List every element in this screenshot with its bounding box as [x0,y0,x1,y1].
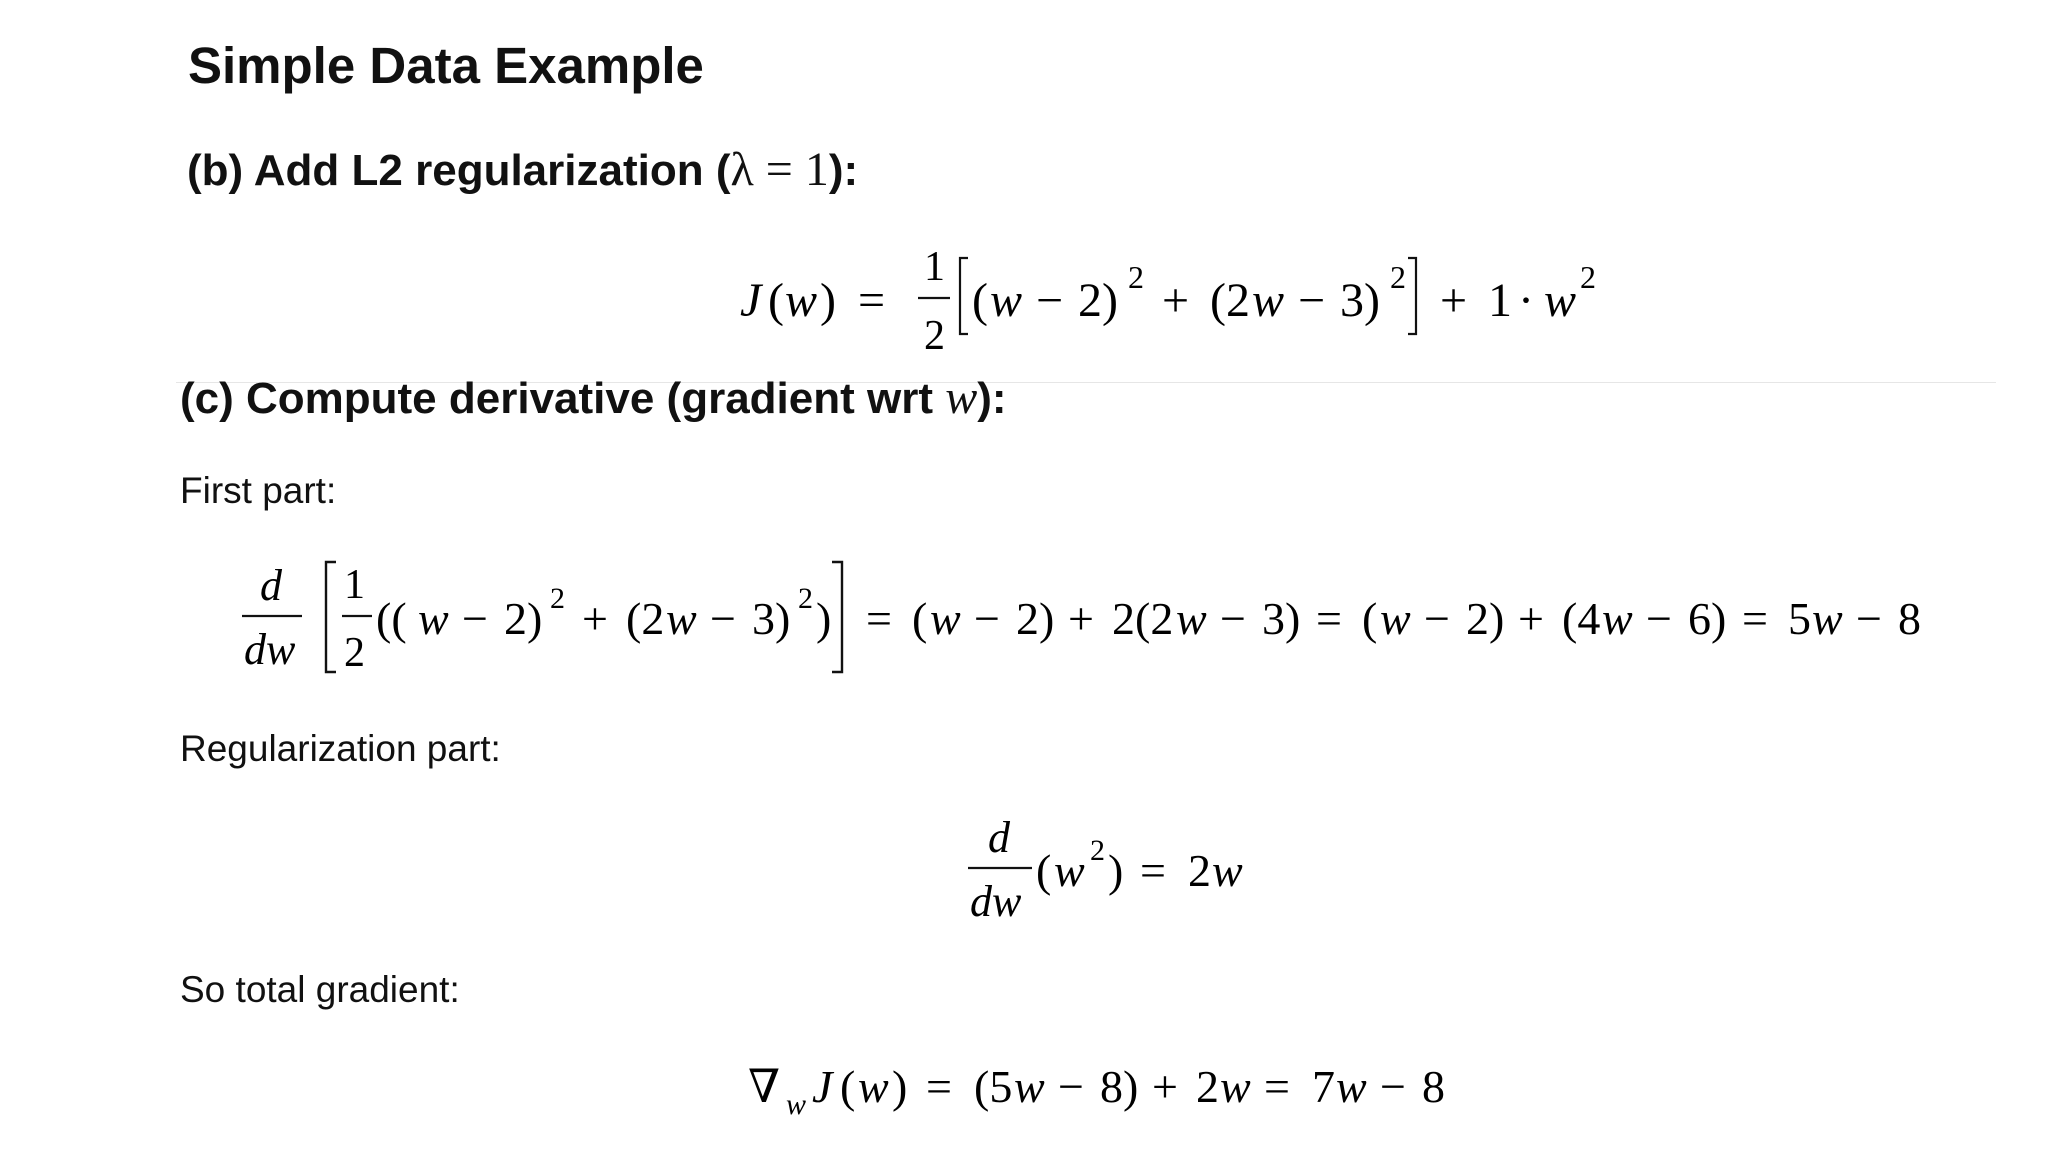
svg-text:−: − [1380,1061,1406,1112]
first-part-equation [242,548,2002,688]
svg-text:+: + [1518,593,1544,644]
svg-text:+: + [1152,1061,1178,1112]
svg-text:w: w [1252,274,1285,327]
svg-text:w: w [418,593,449,644]
svg-text:5: 5 [1788,593,1811,644]
svg-text:w: w [858,1061,889,1112]
svg-text:2: 2 [1188,845,1211,896]
svg-text:−: − [1646,593,1672,644]
total-gradient-equation [748,1050,1488,1130]
section-c-heading [180,370,1007,427]
svg-text:J: J [740,274,762,327]
svg-text:((: (( [376,593,407,644]
svg-text:8: 8 [1422,1061,1445,1112]
svg-text:−: − [1856,593,1882,644]
svg-text:w: w [1014,1061,1045,1112]
svg-text:w: w [1812,593,1843,644]
svg-text:2: 2 [1196,1061,1219,1112]
first-part-label: First part: [180,470,337,511]
total-gradient-label: So total gradient: [180,969,460,1010]
svg-text:(: ( [768,274,784,327]
svg-text:): ) [892,1061,908,1112]
svg-text:2: 2 [344,630,365,676]
section-b-heading [187,142,858,199]
svg-text:w: w [1602,593,1633,644]
svg-text:−: − [1036,274,1064,327]
svg-text:+: + [1440,274,1468,327]
svg-text:=: = [1140,845,1166,896]
svg-text:1: 1 [344,562,365,608]
svg-text:w: w [1176,593,1207,644]
svg-text:(4: (4 [1562,593,1601,644]
svg-text:6): 6) [1688,593,1727,644]
svg-text:w: w [1212,845,1243,896]
svg-text:−: − [974,593,1000,644]
svg-text:−: − [1424,593,1450,644]
svg-text:1: 1 [1488,274,1512,327]
svg-text:(: ( [1362,593,1378,644]
svg-text:=: = [1264,1061,1290,1112]
section-c-heading-end: ): [977,374,1007,423]
svg-text:(: ( [972,274,988,327]
svg-text:+: + [582,593,608,644]
svg-text:+: + [1162,274,1190,327]
svg-text:(2: (2 [1210,274,1250,327]
svg-text:): ) [1108,845,1124,896]
section-c-heading-math: w [945,371,978,424]
svg-text:dw: dw [970,877,1022,926]
svg-text:2: 2 [798,582,813,615]
svg-text:7: 7 [1312,1061,1335,1112]
svg-text:=: = [858,274,886,327]
svg-text:w: w [785,274,818,327]
svg-text:2): 2) [1016,593,1055,644]
svg-text:w: w [990,274,1023,327]
svg-text:): ) [816,593,832,644]
svg-text:2: 2 [1390,259,1406,295]
svg-text:−: − [710,593,736,644]
svg-text:8: 8 [1898,593,1921,644]
svg-text:dw: dw [244,625,296,674]
svg-text:(5: (5 [974,1061,1013,1112]
svg-text:(: ( [840,1061,856,1112]
regularization-part-label: Regularization part: [180,728,501,769]
svg-text:2: 2 [924,313,945,359]
svg-text:2): 2) [504,593,543,644]
svg-text:3): 3) [1262,593,1301,644]
svg-text:8): 8) [1100,1061,1139,1112]
svg-text:−: − [1220,593,1246,644]
section-b-heading-text: (b) Add L2 regularization ( [187,146,731,195]
section-c-heading-text: (c) Compute derivative (gradient wrt [180,374,946,423]
svg-text:): ) [820,274,836,327]
svg-text:=: = [866,593,892,644]
svg-text:3): 3) [752,593,791,644]
svg-text:(: ( [1036,845,1052,896]
svg-text:w: w [1054,845,1085,896]
svg-text:w: w [1336,1061,1367,1112]
svg-text:=: = [926,1061,952,1112]
section-b-heading-math: λ = 1 [730,143,829,196]
svg-text:+: + [1068,593,1094,644]
svg-text:w: w [666,593,697,644]
svg-text:−: − [462,593,488,644]
svg-text:2: 2 [1090,834,1105,867]
svg-text:3): 3) [1340,274,1380,327]
svg-text:w: w [786,1088,807,1121]
svg-text:w: w [1544,274,1577,327]
svg-text:w: w [930,593,961,644]
svg-text:J: J [812,1061,833,1112]
svg-text:·: · [1518,274,1534,327]
svg-text:d: d [988,813,1010,862]
svg-text:w: w [1380,593,1411,644]
svg-text:∇: ∇ [748,1061,781,1112]
svg-text:=: = [1316,593,1342,644]
svg-text:w: w [1220,1061,1251,1112]
section-b-heading-end: ): [828,146,859,195]
svg-text:=: = [1742,593,1768,644]
regularization-equation [968,806,1268,926]
page-title: Simple Data Example [188,37,704,94]
svg-text:2: 2 [1580,259,1596,295]
cost-function-equation [740,236,1640,366]
svg-text:2): 2) [1466,593,1505,644]
svg-text:−: − [1298,274,1326,327]
svg-text:(: ( [912,593,928,644]
svg-text:−: − [1058,1061,1084,1112]
svg-text:2: 2 [1128,259,1144,295]
svg-text:2): 2) [1078,274,1118,327]
svg-text:2: 2 [550,582,565,615]
svg-text:2(2: 2(2 [1112,593,1174,644]
svg-text:1: 1 [924,244,945,290]
svg-text:(2: (2 [626,593,665,644]
svg-text:d: d [260,561,282,610]
